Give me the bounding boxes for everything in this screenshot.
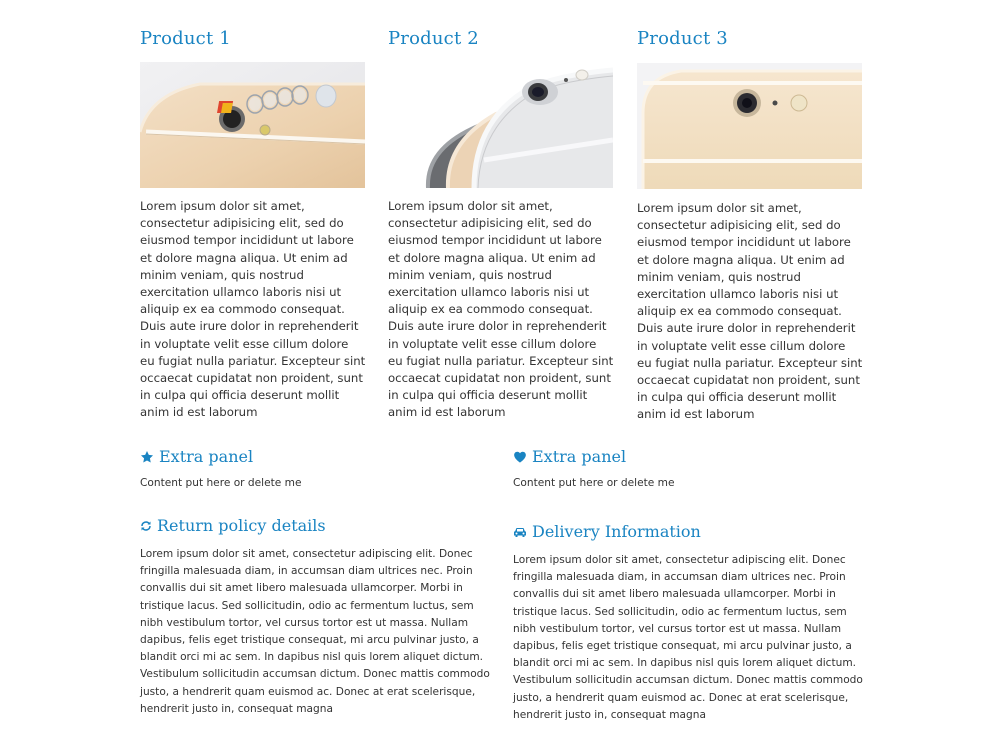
product-title[interactable]: Product 1	[140, 28, 231, 49]
return-policy-panel	[140, 514, 490, 718]
delivery-info-panel	[513, 520, 863, 724]
delivery-info-text: Lorem ipsum dolor sit amet, consectetur adipiscing elit. Donec fringilla malesuada diam, in accumsan diam ultrices nec. Proin convallis dui sit amet libero malesuada ullamcorper. Morbi in tristique lacus. Sed sollicitudin, odio ac fermentum luctus, sem nibh vestibulum tortor, vel cursus tortor est ut massa. Nullam dapibus, felis eget tristique consequat, mi arcu pulvinar justo, a blandit orci mi ac sem. In dapibus nisl quis lorem aliquet dictum. Vestibulum sollicitudin accumsan dictum. Donec mattis commodo justo, a hendrerit quam euismod ac. Donec at erat scelerisque, hendrerit justo in, consequat magna	[513, 554, 863, 721]
return-policy-text: Lorem ipsum dolor sit amet, consectetur adipiscing elit. Donec fringilla malesuada diam, in accumsan diam ultrices nec. Proin convallis dui sit amet libero malesuada ullamcorper. Morbi in tristique lacus. Sed sollicitudin, odio ac fermentum luctus, sem nibh vestibulum tortor, vel cursus tortor est ut massa. Nullam dapibus, felis eget tristique consequat, mi arcu pulvinar justo, a blandit orci mi ac sem. In dapibus nisl quis lorem aliquet dictum. Vestibulum sollicitudin accumsan dictum. Donec mattis commodo justo, a hendrerit quam euismod ac. Donec at erat scelerisque, hendrerit justo in, consequat magna	[140, 548, 490, 715]
extra-panel-text: Content put here or delete me	[140, 477, 302, 489]
product-description: Lorem ipsum dolor sit amet, consectetur adipisicing elit, sed do eiusmod tempor incididunt ut labore et dolore magna aliqua. Ut enim ad minim veniam, quis nostrud exercitation ullamco laboris nisi ut aliquip ex ea commodo consequat. Duis aute irure dolor in reprehenderit in voluptate velit esse cillum dolore eu fugiat nulla pariatur. Excepteur sint occaecat cupidatat non proident, sunt in culpa qui officia deserunt mollit anim id est laborum	[388, 199, 614, 420]
product-title[interactable]: Product 3	[637, 28, 728, 49]
product-description: Lorem ipsum dolor sit amet, consectetur adipisicing elit, sed do eiusmod tempor incididunt ut labore et dolore magna aliqua. Ut enim ad minim veniam, quis nostrud exercitation ullamco laboris nisi ut aliquip ex ea commodo consequat. Duis aute irure dolor in reprehenderit in voluptate velit esse cillum dolore eu fugiat nulla pariatur. Excepteur sint occaecat cupidatat non proident, sunt in culpa qui officia deserunt mollit anim id est laborum	[637, 201, 863, 422]
delivery-info-title: Delivery Information	[532, 522, 701, 541]
extra-panel-left	[140, 445, 490, 491]
extra-panel-title: Extra panel	[159, 447, 254, 466]
product-card-3	[637, 25, 863, 424]
star-icon	[140, 450, 154, 464]
panel-title-row	[140, 445, 490, 469]
extra-panel-title: Extra panel	[532, 447, 627, 466]
extra-panel-text: Content put here or delete me	[513, 477, 675, 489]
product-title[interactable]: Product 2	[388, 28, 479, 49]
product-card-2	[388, 25, 614, 422]
return-policy-title: Return policy details	[157, 516, 326, 535]
refresh-icon	[140, 520, 152, 532]
extra-panel-right	[513, 445, 863, 491]
product-image-1[interactable]	[140, 62, 365, 188]
product-image-2[interactable]	[388, 62, 613, 188]
product-card-1	[140, 25, 366, 422]
heart-icon	[513, 450, 527, 464]
product-image-3[interactable]	[637, 62, 862, 190]
panel-title-row	[513, 445, 863, 469]
panel-title-row	[513, 520, 863, 544]
panel-title-row	[140, 514, 490, 538]
product-description: Lorem ipsum dolor sit amet, consectetur adipisicing elit, sed do eiusmod tempor incididunt ut labore et dolore magna aliqua. Ut enim ad minim veniam, quis nostrud exercitation ullamco laboris nisi ut aliquip ex ea commodo consequat. Duis aute irure dolor in reprehenderit in voluptate velit esse cillum dolore eu fugiat nulla pariatur. Excepteur sint occaecat cupidatat non proident, sunt in culpa qui officia deserunt mollit anim id est laborum	[140, 199, 366, 420]
car-icon	[513, 526, 527, 538]
